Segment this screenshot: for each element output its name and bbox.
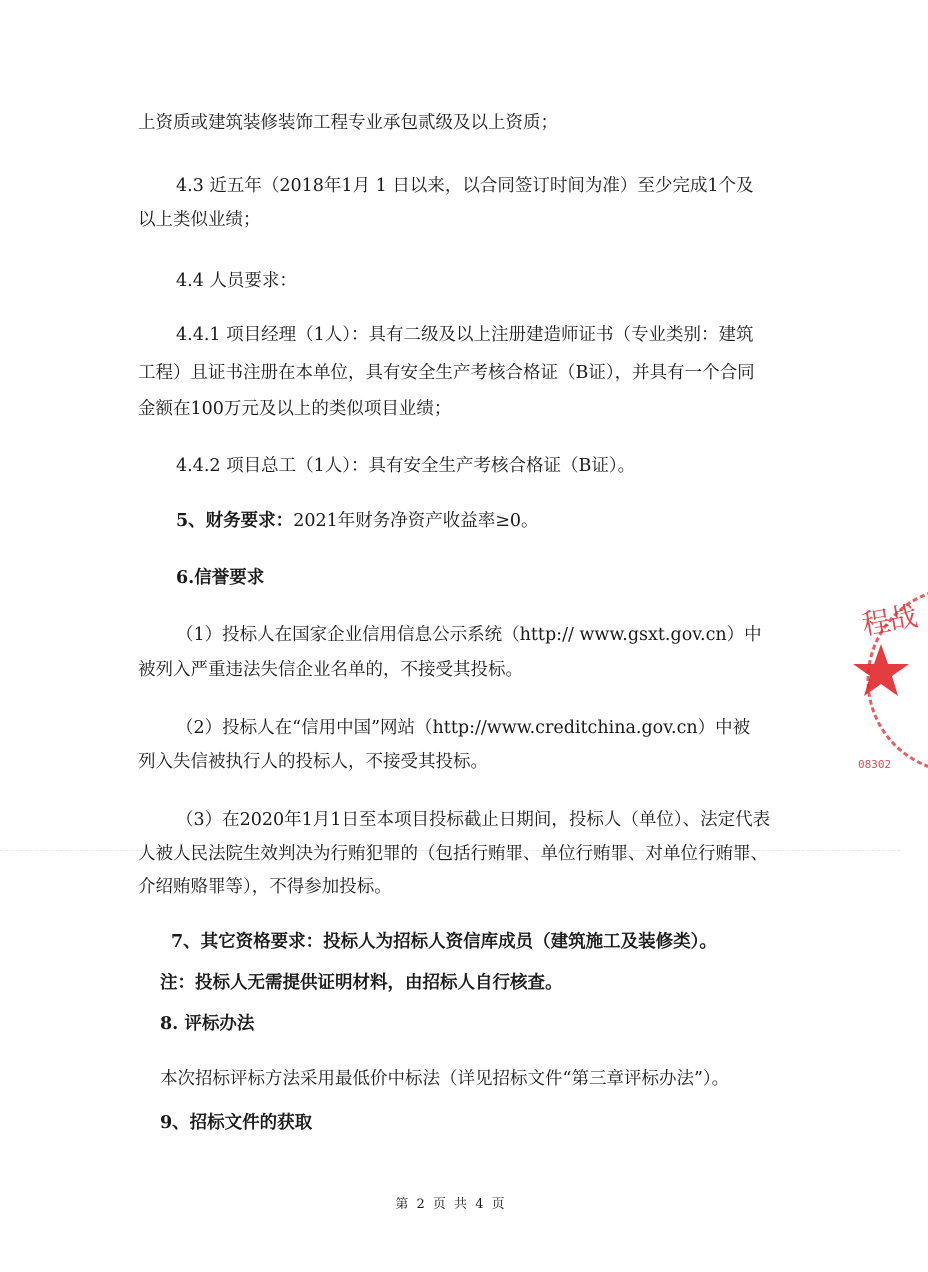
text-line: （1）投标人在国家企业信用信息公示系统（http:// www.gsxt.gov.cn）中 <box>176 625 762 645</box>
text-line: 4.4.1 项目经理（1人）：具有二级及以上注册建造师证书（专业类别：建筑 <box>176 325 754 345</box>
page-footer: 第 2 页 共 4 页 <box>395 1197 505 1212</box>
svg-text:程战: 程战 <box>859 599 921 642</box>
text-line: 被列入严重违法失信企业名单的，不接受其投标。 <box>138 660 523 680</box>
section-heading: 7、其它资格要求：投标人为招标人资信库成员（建筑施工及装修类）。 <box>171 932 717 952</box>
note-line: 注：投标人无需提供证明材料，由招标人自行核查。 <box>160 973 563 993</box>
text-line: （3）在2020年1月1日至本项目投标截止日期间，投标人（单位）、法定代表 <box>176 810 771 830</box>
text-line: 4.4.2 项目总工（1人）：具有安全生产考核合格证（B证）。 <box>176 456 636 476</box>
finance-text: 2021年财务净资产收益率≥0。 <box>293 511 539 531</box>
text-line: （2）投标人在“信用中国”网站（http://www.creditchina.gov.cn）中被 <box>176 718 751 738</box>
text-line: 以上类似业绩； <box>138 210 261 230</box>
section-heading: 6.信誉要求 <box>176 568 265 588</box>
svg-text:08302: 08302 <box>858 758 892 771</box>
text-line: 4.3 近五年（2018年1月 1 日以来，以合同签订时间为准）至少完成1个及 <box>176 176 754 196</box>
text-line: 人被人民法院生效判决为行贿犯罪的（包括行贿罪、单位行贿罪、对单位行贿罪、 <box>138 844 768 864</box>
text-line: 工程）且证书注册在本单位，具有安全生产考核合格证（B证），并具有一个合同 <box>138 363 755 383</box>
finance-heading: 5、财务要求： <box>176 511 294 531</box>
company-seal <box>848 588 928 774</box>
seal-graphic <box>848 588 928 774</box>
text-line: 介绍贿赂罪等），不得参加投标。 <box>138 877 392 897</box>
star-icon <box>853 644 909 696</box>
section-heading: 9、招标文件的获取 <box>160 1113 313 1133</box>
text-line: 4.4 人员要求： <box>176 271 297 291</box>
text-line: 本次招标评标方法采用最低价中标法（详见招标文件“第三章评标办法”）。 <box>160 1069 730 1089</box>
text-line: 列入失信被执行人的投标人，不接受其投标。 <box>138 752 488 772</box>
finance-requirement <box>176 510 539 532</box>
text-line: 金额在100万元及以上的类似项目业绩； <box>138 399 452 419</box>
text-line: 上资质或建筑装修装饰工程专业承包贰级及以上资质； <box>138 113 558 133</box>
section-heading: 8. 评标办法 <box>160 1014 255 1034</box>
